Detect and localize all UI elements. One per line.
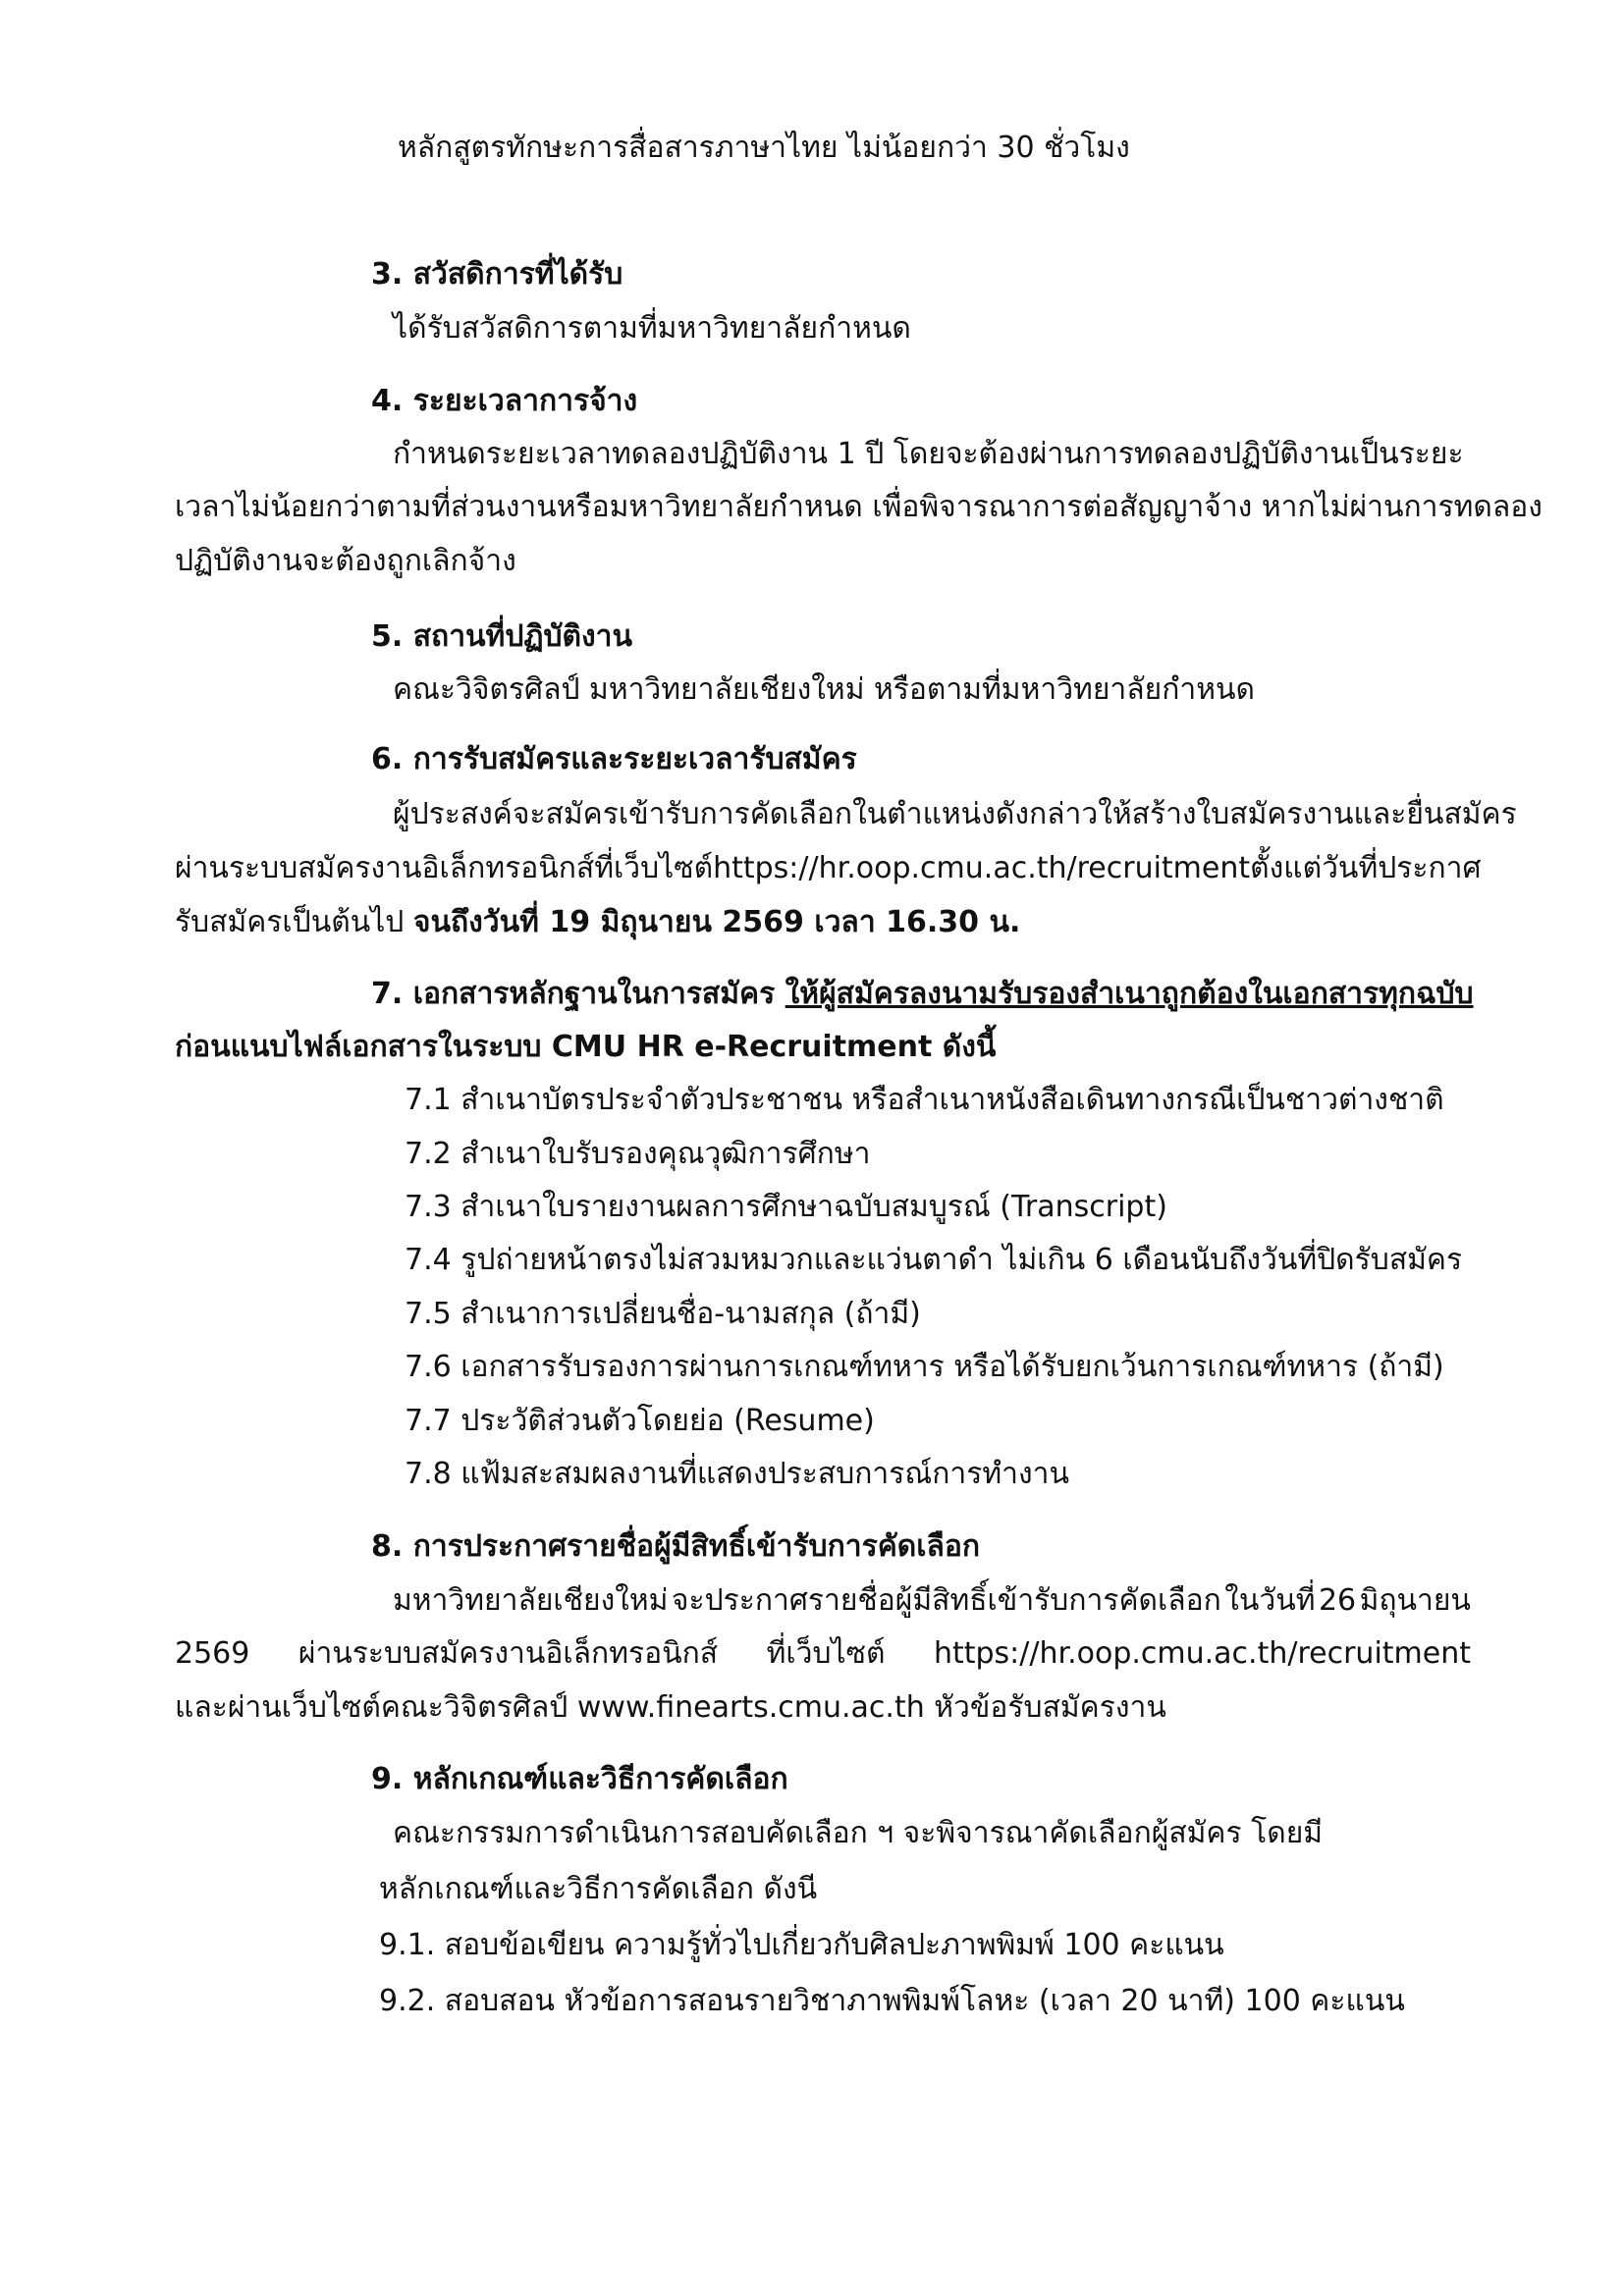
section-8-line-1-part-a: มหาวิทยาลัยเชียงใหม่ <box>393 1583 669 1618</box>
doc-item-7-5: 7.5 สำเนาการเปลี่ยนชื่อ-นามสกุล (ถ้ามี) <box>405 1297 921 1331</box>
section-9-line-2: หลักเกณฑ์และวิธีการคัดเลือก ดังนี <box>379 1872 818 1906</box>
section-8-line-1 <box>393 1582 1471 1620</box>
doc-item-7-4: 7.4 รูปถ่ายหน้าตรงไม่สวมหมวกและแว่นตาดำ ไม่เกิน 6 เดือนนับถึงวันที่ปิดรับสมัคร <box>405 1243 1463 1277</box>
section-8-line-2-part-b: ผ่านระบบสมัครงานอิเล็กทรอนิกส์ <box>298 1636 719 1671</box>
doc-item-7-2: 7.2 สำเนาใบรับรองคุณวุฒิการศึกษา <box>405 1137 871 1171</box>
section-7-heading-underlined: ให้ผู้สมัครลงนามรับรองสำเนาถูกต้องในเอกสารทุกฉบับ <box>785 977 1474 1011</box>
section-8-line-1-part-e: มิถุนายน <box>1359 1583 1471 1618</box>
section-6-line-3 <box>175 904 1020 941</box>
section-6-line-1 <box>393 796 1517 833</box>
section-8-heading: 8. การประกาศรายชื่อผู้มีสิทธิ์เข้ารับการคัดเลือก <box>371 1529 981 1564</box>
section-7-heading-line-2: ก่อนแนบไฟล์เอกสารในระบบ CMU HR e-Recruitment ดังนี้ <box>175 1030 997 1064</box>
section-9-item-2: 9.2. สอบสอน หัวข้อการสอนรายวิชาภาพพิมพ์โลหะ (เวลา 20 นาที) 100 คะแนน <box>379 1984 1405 2018</box>
section-4-line-2: เวลาไม่น้อยกว่าตามที่ส่วนงานหรือมหาวิทยาลัยกำหนด เพื่อพิจารณาการต่อสัญญาจ้าง หากไม่ผ่านการทดลอง <box>175 490 1543 524</box>
section-6-line-2-part-d: ตั้งแต่วันที่ประกาศ <box>1250 851 1482 885</box>
section-9-heading: 9. หลักเกณฑ์และวิธีการคัดเลือก <box>371 1762 788 1796</box>
section-7-heading-text: 7. เอกสารหลักฐานในการสมัคร <box>371 977 776 1011</box>
intro-line: หลักสูตรทักษะการสื่อสารภาษาไทย ไม่น้อยกว่า 30 ชั่วโมง <box>398 131 1130 165</box>
section-8-line-2-part-c: ที่เว็บไซต์ <box>766 1636 886 1671</box>
doc-item-7-7: 7.7 ประวัติส่วนตัวโดยย่อ (Resume) <box>405 1404 875 1438</box>
application-deadline: จนถึงวันที่ 19 มิถุนายน 2569 เวลา 16.30 น. <box>412 905 1021 939</box>
section-5-body: คณะวิจิตรศิลป์ มหาวิทยาลัยเชียงใหม่ หรือตามที่มหาวิทยาลัยกำหนด <box>393 672 1255 707</box>
section-3-heading: 3. สวัสดิการที่ได้รับ <box>371 257 623 292</box>
section-5-heading: 5. สถานที่ปฏิบัติงาน <box>371 619 633 654</box>
section-6-line-2-part-a: ผ่านระบบสมัครงานอิเล็กทรอนิกส์ <box>175 851 595 885</box>
announcement-url: https://hr.oop.cmu.ac.th/recruitment <box>933 1636 1471 1671</box>
section-7-heading <box>371 976 1474 1013</box>
section-4-line-1: กำหนดระยะเวลาทดลองปฏิบัติงาน 1 ปี โดยจะต้องผ่านการทดลองปฏิบัติงานเป็นระยะ <box>393 437 1464 471</box>
section-4-heading: 4. ระยะเวลาการจ้าง <box>371 384 638 418</box>
doc-item-7-6: 7.6 เอกสารรับรองการผ่านการเกณฑ์ทหาร หรือได้รับยกเว้นการเกณฑ์ทหาร (ถ้ามี) <box>405 1350 1444 1384</box>
section-8-line-2-part-a: 2569 <box>175 1636 250 1671</box>
section-8-line-3: และผ่านเว็บไซต์คณะวิจิตรศิลป์ www.finearts.cmu.ac.th หัวข้อรับสมัครงาน <box>175 1690 1166 1725</box>
doc-item-7-1: 7.1 สำเนาบัตรประจำตัวประชาชน หรือสำเนาหนังสือเดินทางกรณีเป็นชาวต่างชาติ <box>405 1083 1444 1117</box>
section-8-line-1-part-b: จะประกาศรายชื่อผู้มีสิทธิ์เข้ารับการคัดเลือก <box>671 1583 1221 1618</box>
section-9-item-1: 9.1. สอบข้อเขียน ความรู้ทั่วไปเกี่ยวกับศิลปะภาพพิมพ์ 100 คะแนน <box>379 1928 1224 1962</box>
section-6-line-1-part-b: ให้สร้างใบสมัครงานและยื่นสมัคร <box>1098 797 1517 831</box>
section-4-line-3: ปฏิบัติงานจะต้องถูกเลิกจ้าง <box>175 544 516 578</box>
section-6-line-3-part-a: รับสมัครเป็นต้นไป <box>175 905 405 939</box>
section-8-line-2 <box>175 1635 1471 1673</box>
section-9-line-1: คณะกรรมการดำเนินการสอบคัดเลือก ฯ จะพิจารณาคัดเลือกผู้สมัคร โดยมี <box>393 1816 1324 1850</box>
section-8-line-1-part-c: ในวันที่ <box>1224 1583 1316 1618</box>
doc-item-7-8: 7.8 แฟ้มสะสมผลงานที่แสดงประสบการณ์การทำงาน <box>405 1457 1069 1491</box>
section-6-heading: 6. การรับสมัครและระยะเวลารับสมัคร <box>371 742 857 776</box>
section-6-line-1-part-a: ผู้ประสงค์จะสมัครเข้ารับการคัดเลือกในตำแหน่งดังกล่าว <box>393 797 1099 831</box>
section-3-body: ได้รับสวัสดิการตามที่มหาวิทยาลัยกำหนด <box>393 311 911 346</box>
recruitment-url: https://hr.oop.cmu.ac.th/recruitment <box>713 851 1251 885</box>
doc-item-7-3: 7.3 สำเนาใบรายงานผลการศึกษาฉบับสมบูรณ์ (Transcript) <box>405 1190 1167 1224</box>
section-6-line-2-part-b: ที่เว็บไซต์ <box>594 851 714 885</box>
section-8-line-1-part-d: 26 <box>1318 1583 1357 1618</box>
section-6-line-2 <box>175 850 1482 887</box>
